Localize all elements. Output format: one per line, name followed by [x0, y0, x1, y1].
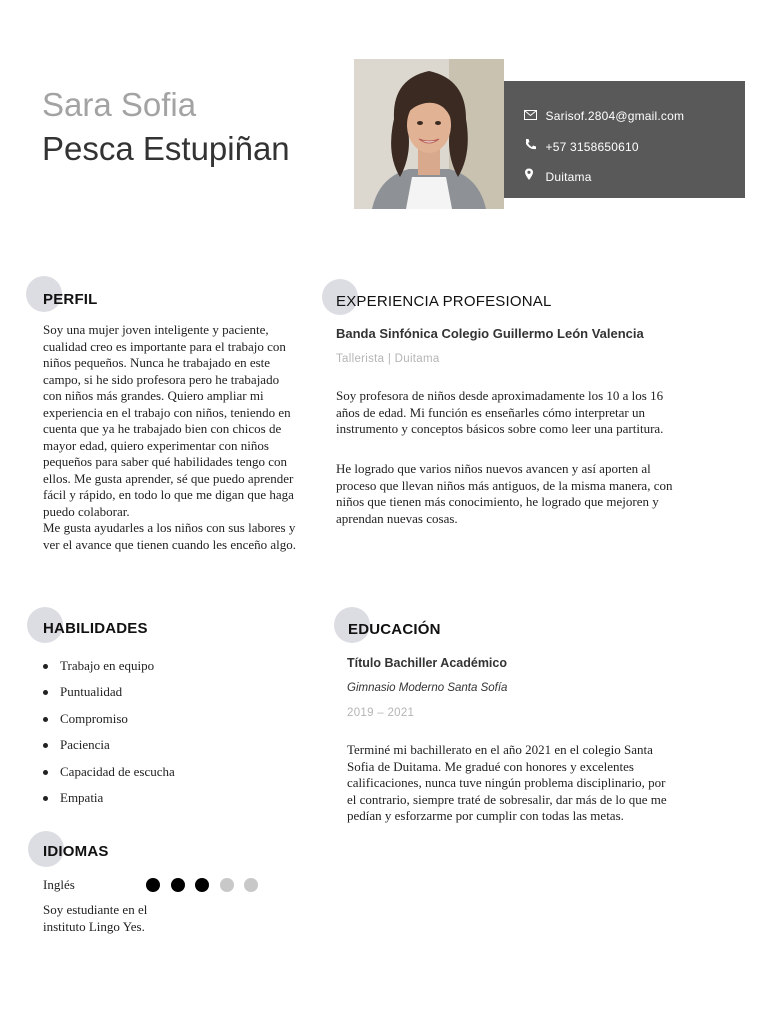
level-dot-filled — [195, 878, 209, 892]
language-name: Inglés — [43, 877, 75, 892]
contact-city-row — [524, 168, 592, 184]
job-paragraph-2: He logrado que varios niños nuevos avancen y así aporten al proceso que llevan niños más antiguos, de la misma manera, con niños que tienen más conocimiento, he logrado que mejoren y aprendan nuevas cosas. — [336, 461, 673, 526]
idiomas-heading: IDIOMAS — [43, 843, 109, 860]
contact-city: Duitama — [545, 170, 592, 184]
skill-item: Paciencia — [43, 737, 175, 763]
phone-icon — [524, 138, 542, 154]
language-note: Soy estudiante en el instituto Lingo Yes. — [43, 902, 148, 934]
envelope-icon — [524, 109, 542, 123]
experiencia-heading: EXPERIENCIA PROFESIONAL — [336, 293, 552, 310]
skills-list — [43, 658, 175, 816]
habilidades-heading: HABILIDADES — [43, 620, 148, 637]
skill-item: Compromiso — [43, 711, 175, 737]
job-paragraph-1: Soy profesora de niños desde aproximadamente los 10 a los 16 años de edad. Mi función es enseñarles cómo interpretar un instrumento y conceptos básicos sobre como leer una partitura. — [336, 388, 664, 436]
location-pin-icon — [524, 168, 542, 184]
skill-item: Trabajo en equipo — [43, 658, 175, 684]
level-dot-filled — [171, 878, 185, 892]
education-text: Terminé mi bachillerato en el año 2021 en el colegio Santa Sofia de Duitama. Me gradué con honores y excelentes calificaciones, nunca tuve ningún problema disciplinario, por el contrario, siempre traté de sobresalir, dar más de lo que me pedían y esforzarme por cumplir con todas las metas. — [347, 742, 667, 823]
skill-item: Capacidad de escucha — [43, 764, 175, 790]
first-name: Sara Sofia — [42, 86, 197, 123]
last-name: Pesca Estupiñan — [42, 130, 290, 167]
profile-photo — [354, 59, 504, 209]
skill-item: Puntualidad — [43, 684, 175, 710]
job-title: Banda Sinfónica Colegio Guillermo León Valencia — [336, 326, 644, 341]
skill-item: Empatia — [43, 790, 175, 816]
job-meta: Tallerista | Duitama — [336, 353, 440, 365]
contact-email-row — [524, 109, 684, 123]
level-dot-empty — [220, 878, 234, 892]
perfil-heading: PERFIL — [43, 291, 98, 308]
contact-phone-row — [524, 138, 639, 154]
school-name: Gimnasio Moderno Santa Sofía — [347, 682, 508, 694]
level-dot-empty — [244, 878, 258, 892]
education-years: 2019 – 2021 — [347, 707, 415, 719]
perfil-text: Soy una mujer joven inteligente y paciente, cualidad creo es importante para el trabajo con niños pequeños. Nunca he trabajado en este campo, si he sido profesora pero he trabajado con niños más grandes. Quiero ampliar mi experiencia en el trabajo con niños, teniendo en cuenta que ya he trabajado bien con chicos de mayor edad, quiero experimentar con niños pequeños para saber qué habilidades tengo con ellos. Me gusta aprender, sé que puedo aprender fácil y rápido, en todo lo que me digan que haga puedo colaborar. Me gusta ayudarles a los niños con sus labores y ver el avance que tienen cuando les enceño algo. — [43, 322, 297, 552]
level-dot-filled — [146, 878, 160, 892]
degree-title: Título Bachiller Académico — [347, 656, 507, 670]
educacion-heading: EDUCACIÓN — [348, 621, 441, 638]
contact-phone: +57 3158650610 — [545, 140, 639, 154]
contact-email: Sarisof.2804@gmail.com — [545, 109, 685, 123]
